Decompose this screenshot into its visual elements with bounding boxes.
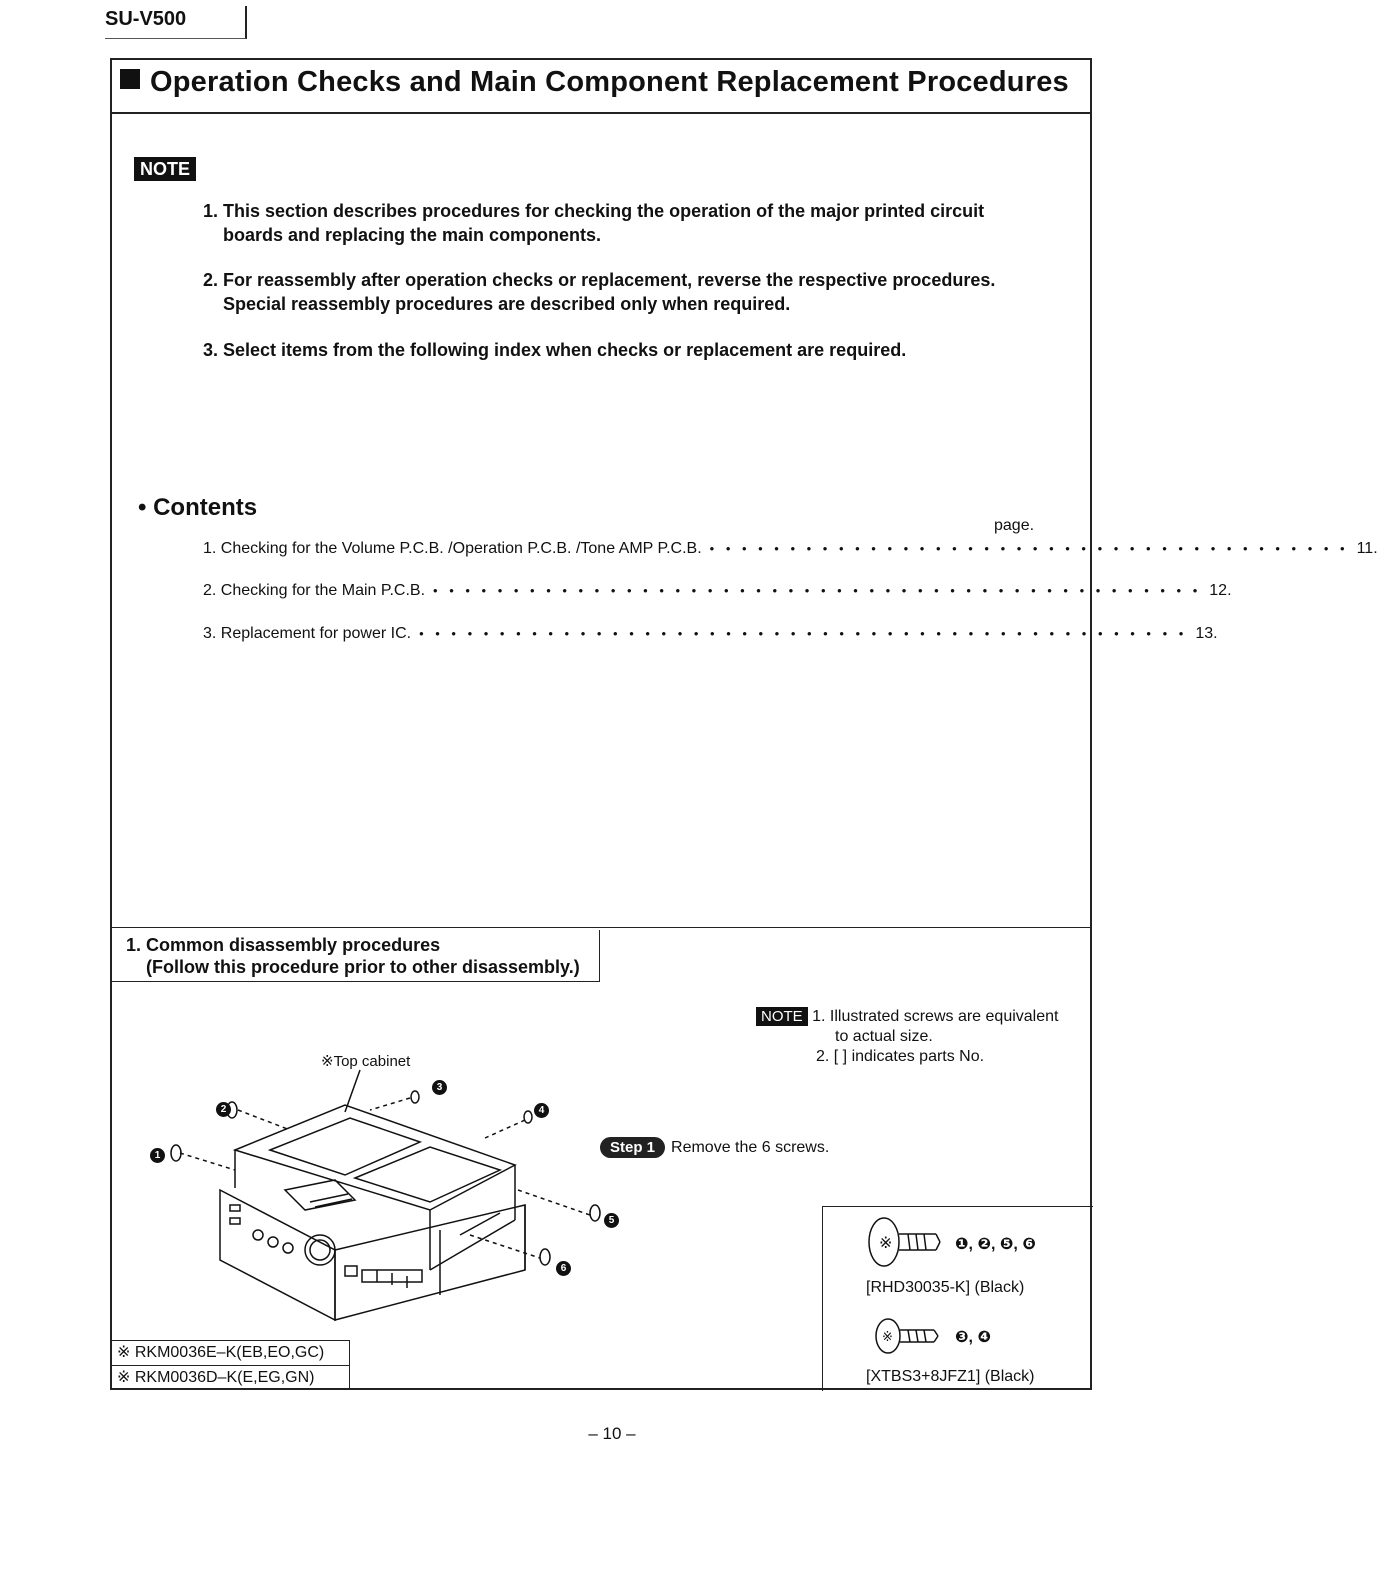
page-column-label: page. bbox=[994, 517, 1035, 534]
screw-small-icon bbox=[872, 1316, 944, 1356]
page-number: – 10 – bbox=[588, 1424, 636, 1443]
toc-entry-label: 3. Replacement for power IC. bbox=[203, 625, 412, 642]
toc-entry-page: 13. bbox=[1195, 625, 1218, 642]
screw-callout-6: 6 bbox=[556, 1258, 571, 1276]
note-badge-small: NOTE bbox=[756, 1007, 808, 1026]
screw-callout-2: 2 bbox=[216, 1099, 231, 1117]
note-item: 3. Select items from the following index when checks or replacement are required. bbox=[203, 340, 907, 360]
toc-entry-label: 1. Checking for the Volume P.C.B. /Operation P.C.B. /Tone AMP P.C.B. bbox=[203, 540, 702, 557]
svg-text:※: ※ bbox=[882, 1330, 893, 1345]
step-1 bbox=[600, 1139, 829, 1157]
section-subheading: (Follow this procedure prior to other disassembly.) bbox=[146, 957, 580, 977]
page-title-text: Operation Checks and Main Component Replacement Procedures bbox=[150, 66, 1069, 98]
screw-callout-4: 4 bbox=[534, 1100, 549, 1118]
bullet-square-icon bbox=[120, 69, 140, 89]
contents-heading: • Contents bbox=[138, 494, 258, 521]
toc-leader-dots: • • • • • • • • • • • • • • • • • • • • • • • • • • • • • • • • • • • • • • • • • • • • • • • • bbox=[433, 583, 1202, 598]
section-heading-box bbox=[112, 930, 600, 982]
note-badge: NOTE bbox=[134, 158, 196, 180]
toc-entry[interactable] bbox=[203, 625, 1218, 643]
screw-note: NOTE 1. Illustrated screws are equivalent to actual size. 2. [ ] indicates parts No. bbox=[756, 1007, 1058, 1067]
toc-leader-dots: • • • • • • • • • • • • • • • • • • • • • • • • • • • • • • • • • • • • • • • • • • • • • • • • bbox=[419, 626, 1188, 641]
page-title bbox=[120, 66, 1069, 99]
screw-small-ids: ❸, ❹ bbox=[955, 1329, 991, 1346]
svg-text:※: ※ bbox=[879, 1233, 893, 1252]
top-cabinet-label: ※Top cabinet bbox=[321, 1053, 411, 1070]
section-heading: 1. Common disassembly procedures bbox=[126, 935, 441, 955]
note-item: 1. This section describes procedures for checking the operation of the major printed circuit boards and replacing the main components. bbox=[203, 201, 985, 245]
screw-callout-3: 3 bbox=[432, 1077, 447, 1095]
screw-large-ids: ❶, ❷, ❺, ❻ bbox=[955, 1236, 1036, 1253]
screw-callout-5: 5 bbox=[604, 1210, 619, 1228]
screw-large-icon bbox=[864, 1214, 944, 1270]
toc-entry[interactable] bbox=[203, 582, 1232, 600]
top-cabinet-lid bbox=[235, 1105, 515, 1210]
front-panel bbox=[220, 1190, 335, 1320]
title-divider bbox=[110, 112, 1092, 114]
section-divider bbox=[110, 927, 1092, 928]
toc-entry-page: 11. bbox=[1356, 540, 1378, 557]
model-variant: ※ RKM0036D–K(E,EG,GN) bbox=[117, 1369, 315, 1386]
step-text: Remove the 6 screws. bbox=[671, 1139, 830, 1156]
screw-large-part-number: [RHD30035-K] (Black) bbox=[866, 1279, 1025, 1296]
screw-callout-1: 1 bbox=[150, 1145, 165, 1163]
note-item: 2. For reassembly after operation checks or replacement, reverse the respective procedures. Special reassembly procedures are described only when required. bbox=[203, 270, 996, 314]
toc-entry-label: 2. Checking for the Main P.C.B. bbox=[203, 582, 426, 599]
toc-entry-page: 12. bbox=[1209, 582, 1232, 599]
step-badge: Step 1 bbox=[600, 1137, 665, 1158]
toc-leader-dots: • • • • • • • • • • • • • • • • • • • • • • • • • • • • • • • • • • • • • • • • bbox=[709, 541, 1349, 556]
model-variants-box bbox=[110, 1340, 350, 1390]
model-number: SU-V500 bbox=[105, 6, 247, 39]
screw-small-part-number: [XTBS3+8JFZ1] (Black) bbox=[866, 1368, 1035, 1385]
toc-entry[interactable] bbox=[203, 540, 1378, 558]
model-variant: ※ RKM0036E–K(EB,EO,GC) bbox=[111, 1341, 349, 1366]
